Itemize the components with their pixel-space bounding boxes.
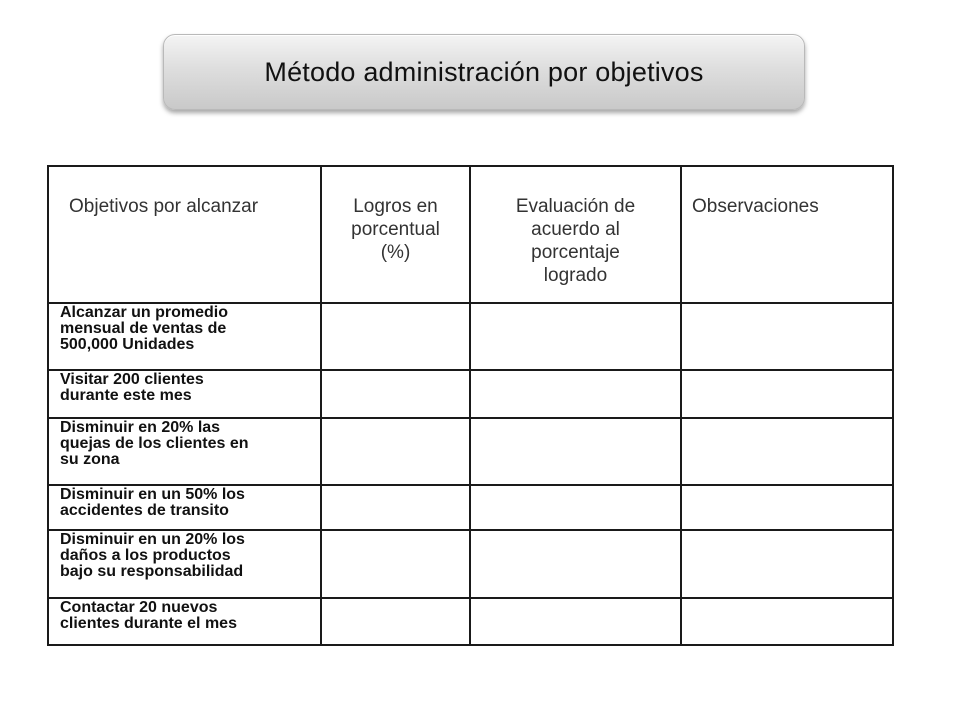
achievement-cell: [321, 418, 470, 485]
objective-cell: Disminuir en un 20% los daños a los productos bajo su responsabilidad: [48, 530, 321, 598]
table-row: [48, 530, 893, 598]
observations-cell: [681, 598, 893, 645]
slide-title: Método administración por objetivos: [264, 56, 704, 87]
observations-cell: [681, 530, 893, 598]
table-header-row: [48, 166, 893, 303]
evaluation-cell: [470, 303, 681, 370]
objective-cell: Disminuir en un 50% los accidentes de transito: [48, 485, 321, 530]
table-row: [48, 303, 893, 370]
table-row: [48, 485, 893, 530]
evaluation-cell: [470, 485, 681, 530]
header-evaluation: Evaluación de acuerdo al porcentaje logrado: [470, 166, 681, 303]
evaluation-cell: [470, 530, 681, 598]
evaluation-cell: [470, 370, 681, 418]
objective-cell: Disminuir en 20% las quejas de los clientes en su zona: [48, 418, 321, 485]
observations-cell: [681, 370, 893, 418]
header-observations: Observaciones: [681, 166, 893, 303]
table-row: [48, 598, 893, 645]
achievement-cell: [321, 303, 470, 370]
achievement-cell: [321, 370, 470, 418]
title-banner: [163, 34, 805, 110]
table-row: [48, 418, 893, 485]
observations-cell: [681, 418, 893, 485]
observations-cell: [681, 485, 893, 530]
objective-cell: Alcanzar un promedio mensual de ventas de 500,000 Unidades: [48, 303, 321, 370]
achievement-cell: [321, 485, 470, 530]
header-objectives: Objetivos por alcanzar: [48, 166, 321, 303]
objective-cell: Contactar 20 nuevos clientes durante el mes: [48, 598, 321, 645]
achievement-cell: [321, 598, 470, 645]
achievement-cell: [321, 530, 470, 598]
header-achievement: Logros en porcentual (%): [321, 166, 470, 303]
observations-cell: [681, 303, 893, 370]
evaluation-cell: [470, 598, 681, 645]
objective-cell: Visitar 200 clientes durante este mes: [48, 370, 321, 418]
evaluation-cell: [470, 418, 681, 485]
table-row: [48, 370, 893, 418]
objectives-table: [47, 165, 894, 646]
objectives-table-container: [47, 165, 892, 644]
